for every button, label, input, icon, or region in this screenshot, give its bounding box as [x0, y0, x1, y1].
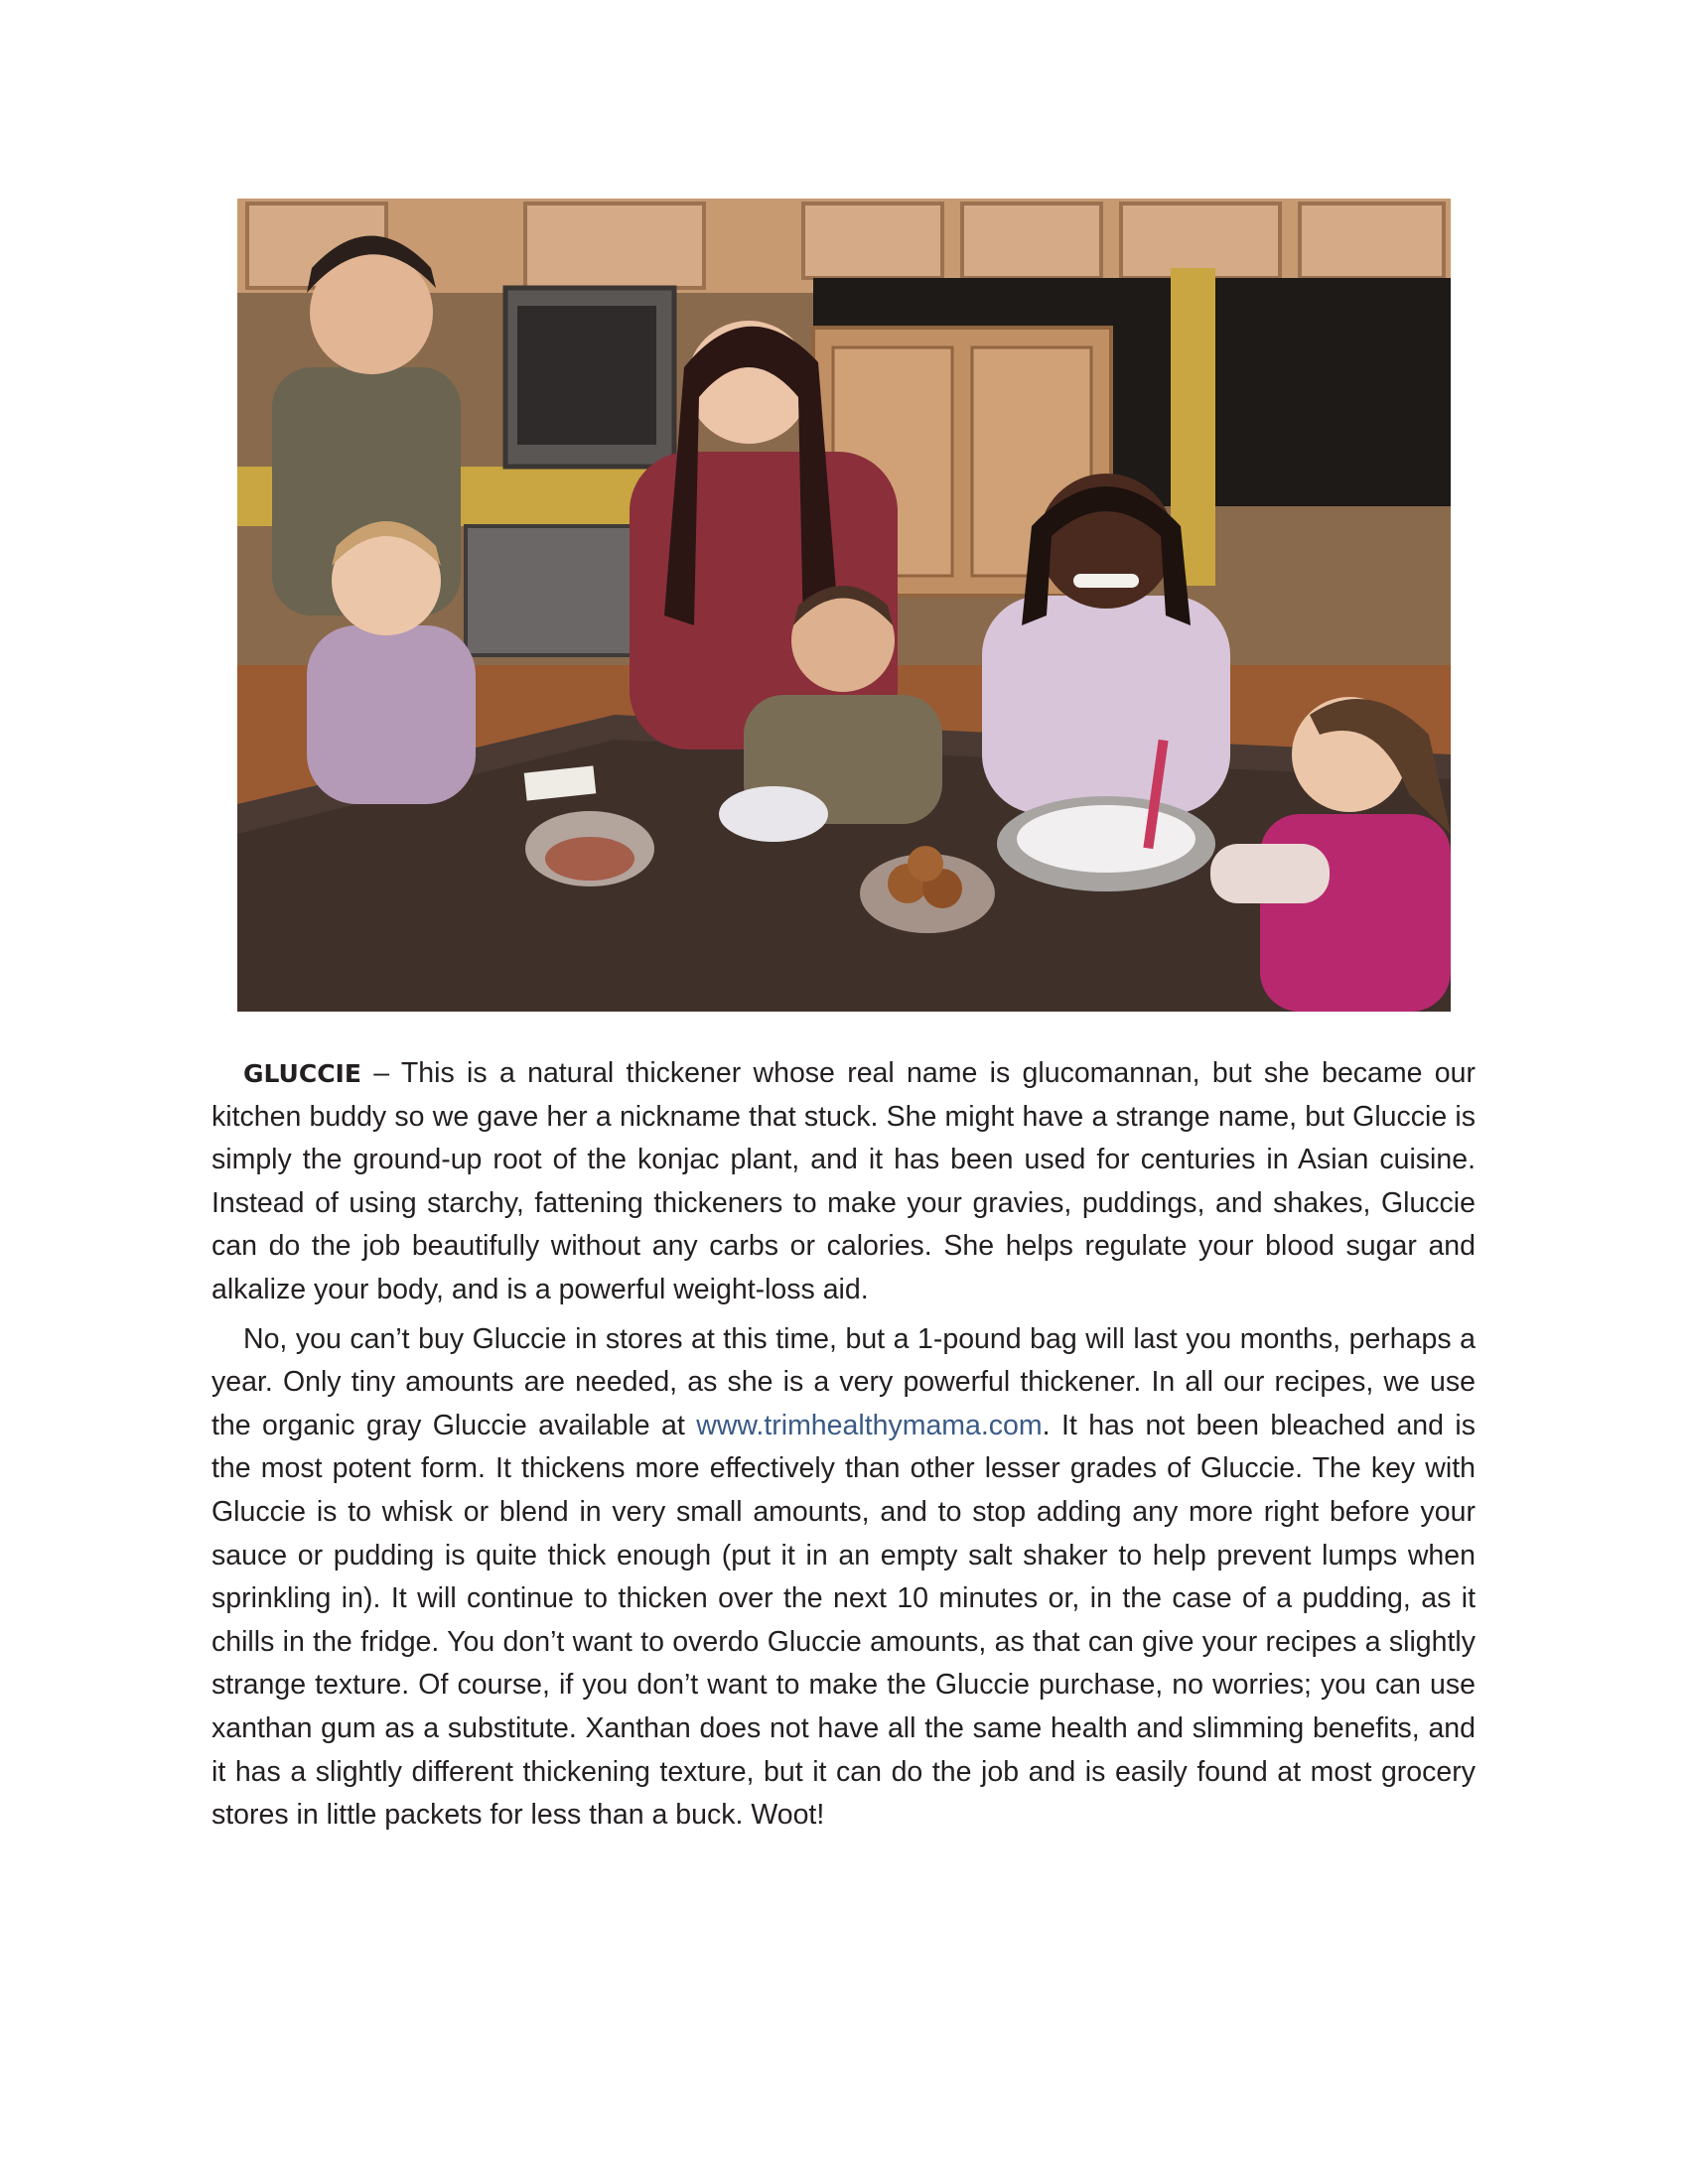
kitchen-family-illustration [237, 199, 1451, 1012]
paragraph-text: – This is a natural thickener whose real name is glucomannan, but she became our kitchen buddy so we gave her a nickname that stuck. She might have a strange name, but Gluccie is simply the ground-up root of the konjac plant, and it has been used for centuries in Asian cuisine. Instead of using starchy, fattening thickeners to make your gravies, puddings, and shakes, Gluccie can do the job beautifully without any carbs or calories. She helps regulate your blood sugar and alkalize your body, and is a powerful weight-loss aid. [211, 1057, 1476, 1305]
kitchen-family-photo [237, 199, 1451, 1012]
paragraph-text-after-link: . It has not been bleached and is the most potent form. It thickens more effectively than other lesser grades of Gluccie. The key with Gluccie is to whisk or blend in very small amounts, and to stop adding any more right before your sauce or pudding is quite thick enough (put it in an empty salt shaker to help prevent lumps when sprinkling in). It will continue to thicken over the next 10 minutes or, in the case of a pudding, as it chills in the fridge. You don’t want to overdo Gluccie amounts, as that can give your recipes a slightly strange texture. Of course, if you don’t want to make the Gluccie purchase, no worries; you can use xanthan gum as a substitute. Xanthan does not have all the same health and slimming benefits, and it has a slightly different thickening texture, but it can do the job and is easily found at most grocery stores in little packets for less than a buck. Woot! [211, 1409, 1476, 1832]
term-heading: GLUCCIE [243, 1059, 361, 1088]
white-bowl [719, 786, 828, 842]
paragraph-purchase [211, 1318, 1476, 1838]
paragraph-gluccie [211, 1052, 1476, 1312]
article-text [211, 1052, 1476, 1843]
website-link[interactable]: www.trimhealthymama.com [696, 1409, 1043, 1441]
paragraph-text-before-link: No, you can’t buy Gluccie in stores at this time, but a 1-pound bag will last you months, perhaps a year. Only tiny amounts are needed, as she is a very powerful thickener. In all our recipes, we use the organic gray Gluccie available at [211, 1322, 1476, 1441]
